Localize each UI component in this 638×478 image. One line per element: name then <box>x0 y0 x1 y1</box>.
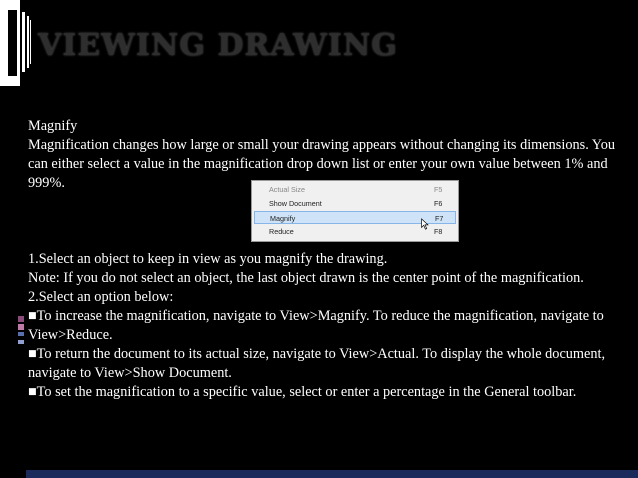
steps-text <box>28 250 618 402</box>
intro-heading: Magnify <box>28 118 78 134</box>
menu-item-actual-size: Actual Size F5 <box>269 185 443 194</box>
slide-title: VIEWING DRAWING <box>38 28 398 63</box>
menu-item-reduce: Reduce F8 <box>269 227 443 236</box>
option-magnify: ■To increase the magnification, navigate to View>Magnify. To reduce the magnification, navigate to View>Reduce. <box>28 308 604 343</box>
step-1: 1.Select an object to keep in view as you magnify the drawing. <box>28 251 388 267</box>
mouse-cursor-icon <box>420 218 430 230</box>
decorative-bars-middle <box>0 316 26 376</box>
step-2: 2.Select an option below: <box>28 289 174 305</box>
menu-item-show-document: Show Document F6 <box>269 199 443 208</box>
menu-item-magnify: Magnify F7 <box>254 211 456 224</box>
view-menu-screenshot <box>251 180 459 242</box>
bottom-accent-bar <box>26 470 638 478</box>
option-actual: ■To return the document to its actual size, navigate to View>Actual. To display the whole document, navigate to View>Show Document. <box>28 346 606 381</box>
decorative-bars-top <box>0 0 32 86</box>
step-note: Note: If you do not select an object, the last object drawn is the center point of the magnification. <box>28 270 584 286</box>
option-percentage: ■To set the magnification to a specific value, select or enter a percentage in the General toolbar. <box>28 384 577 400</box>
intro-paragraph: Magnification changes how large or small your drawing appears without changing its dimensions. You can either select a value in the magnification drop down list or enter your own value between 1% and 999%. <box>28 137 616 191</box>
